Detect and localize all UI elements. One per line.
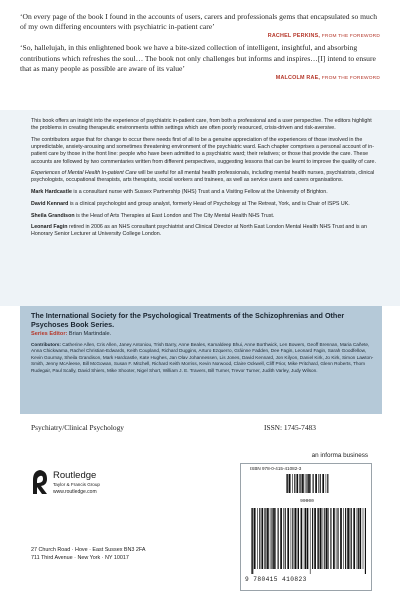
barcode-bar <box>267 508 269 569</box>
barcode-bar <box>336 508 337 569</box>
barcode-bar <box>264 508 265 569</box>
editor-bio-1-text: is a consultant nurse with Sussex Partnership (NHS) Trust and a Visiting Fellow at the University of Brighton. <box>71 189 328 196</box>
address-line-1: 27 Church Road · Hove · East Sussex BN3 2FA <box>31 547 146 553</box>
publisher-name: Routledge <box>53 470 97 481</box>
contributors-names: Catherine Allen, Cris Allen, Janey Antoniou, Trish Barry, Anne Beales, Kamaldeep Bhui, Anne Borthwick, Len Bowers, Geoff Brennan, Maria Cañete, Anna Chickwama, Rachel Christian-Edwards, Keith Coupland, Richard Duggins, Arturo Ezquerro, Gráinne Fadden, Dee Fagin, Leonard Fagin, Sarah Goodfellow, Kevin Gournay, Sheila Grandison, Mark Hardcastle, Kate Hughes, Jan Olav Johannessen, Lis Jones, David Kennard, Jon Kilyon, Daniel Kirk, Jo Kirk, Simon Lawton-Smith, Jenny McAleese, Bill McGowan, Susan F. Mitchell, Richard Keith Morriss, Kevin Norwood, Claire Ockwell, Cliff Prior, Mike Pritchard, Glenn Roberts, Thom Rudegair, Paul Scally, David Shiers, Mike Shooter, Nigel Short, William J. E. Travers, Bill Turner, Trevor Turner, Judith Varley, Judy Wilson. <box>31 342 374 373</box>
barcode-bar <box>350 508 351 569</box>
informa-tagline: an informa business <box>311 452 368 459</box>
barcode-bar <box>353 508 355 569</box>
barcode-bar <box>259 508 260 569</box>
editor-name-4: Leonard Fagin <box>31 224 68 231</box>
barcode-bar <box>327 474 328 493</box>
barcode-bar <box>351 508 352 569</box>
barcode-bar <box>302 474 304 493</box>
barcode-bar <box>315 474 317 493</box>
editor-bio-3-text: is the Head of Arts Therapies at East London and The City Mental Health NHS Trust. <box>74 212 275 219</box>
barcode-bar <box>314 508 316 569</box>
routledge-logo-icon <box>31 468 49 496</box>
editor-bio-1 <box>31 189 377 196</box>
series-editor-name: Brian Martindale. <box>67 331 112 337</box>
contributors-list <box>31 342 377 374</box>
barcode-bar <box>252 508 253 574</box>
barcode-bar <box>305 474 306 493</box>
quote-1-attribution: RACHEL PERKINS, FROM THE FOREWORD <box>267 33 380 40</box>
book-title-inline: Experiences of Mental Health In-patient Care <box>31 170 137 177</box>
barcode-bar <box>308 474 310 493</box>
editor-name-1: Mark Hardcastle <box>31 189 72 196</box>
barcode-bar <box>320 474 321 493</box>
quote-2-name: MALCOLM RAE <box>275 75 319 82</box>
barcode-bar <box>296 474 298 493</box>
barcode-bar <box>343 508 344 569</box>
barcode-bar <box>323 508 324 569</box>
barcode-bar <box>283 508 284 569</box>
barcode-bar <box>287 508 289 569</box>
endorsement-quotes <box>20 12 380 85</box>
barcode-bar <box>312 508 313 569</box>
barcode-bar <box>345 508 346 569</box>
editor-bio-3 <box>31 213 377 220</box>
barcode-bar <box>286 474 287 493</box>
quote-1-name: RACHEL PERKINS <box>267 33 319 40</box>
address-line-2: 711 Third Avenue · New York · NY 10017 <box>31 555 129 562</box>
contributors-label: Contributors: <box>31 342 61 347</box>
description-paragraph-3 <box>31 170 377 184</box>
barcode-bar <box>300 474 301 493</box>
barcode-bar <box>292 474 293 493</box>
barcode-bar <box>301 508 303 569</box>
isbn-label: ISBN 978-0-415-41082-3 <box>250 466 302 471</box>
barcode-bar <box>359 508 361 569</box>
barcode-bar <box>357 508 358 569</box>
quote-2-attribution: MALCOLM RAE, FROM THE FOREWORD <box>275 75 380 82</box>
barcode-bar <box>254 508 256 569</box>
barcode-bar <box>340 508 342 569</box>
barcode-bar <box>257 508 258 569</box>
barcode-bar <box>291 508 292 569</box>
editor-bio-2-text: is a clinical psychologist and group analyst, formerly Head of Psychology at The Retreat, York, and is Chair of ISPS UK. <box>68 200 350 207</box>
barcode-bar <box>317 508 318 569</box>
barcode-bar <box>273 508 275 569</box>
price-barcode <box>285 474 329 498</box>
barcode-bar <box>304 508 305 569</box>
series-editor <box>31 331 377 337</box>
barcode-bar <box>270 508 271 569</box>
barcode-bar <box>251 508 252 574</box>
publisher-logo <box>31 468 151 500</box>
barcode-bar <box>287 474 288 493</box>
barcode-bar <box>365 508 366 574</box>
publisher-address <box>31 546 145 562</box>
barcode-bar <box>318 508 319 569</box>
barcode-bar <box>333 508 335 569</box>
barcode-bar <box>326 508 328 569</box>
barcode-bar <box>324 508 325 569</box>
series-title: The International Society for the Psychological Treatments of the Schizophrenias and Other Psychoses Book Series. <box>31 311 345 329</box>
barcode-bar <box>305 508 306 569</box>
editor-name-2: David Kennard <box>31 200 69 207</box>
barcode-bar <box>280 508 282 569</box>
barcode-bar <box>310 508 311 574</box>
barcode-bar <box>297 508 298 569</box>
editor-name-3: Sheila Grandison <box>31 212 75 219</box>
editor-bio-4-text: retired in 2006 as an NHS consultant psychiatrist and Clinical Director at North East London Mental Health NHS Trust and is an Honorary Senior Lecturer at University College London. <box>31 224 367 238</box>
series-editor-label: Series Editor: <box>31 331 68 337</box>
barcode-bar <box>285 508 286 569</box>
description-paragraph-2: The contributors argue that for change to occur there needs first of all to be a genuine appreciation of the experiences of those involved in the unpredictable, anxiety-arousing and sometimes threatening environment of the psychiatric ward. Each chapter comprises a personal account of in-patient care by those in the front line: people who have been admitted to a psychiatric ward; their relatives; or those that provide the care. These accounts are followed by two commentaries written from different perspectives, suggesting lessons that can be learnt to improve the quality of care. <box>31 136 376 165</box>
barcode-bar <box>330 508 331 569</box>
barcode-bar <box>322 474 324 493</box>
editor-bio-2 <box>31 201 377 208</box>
barcode-bar <box>307 508 309 569</box>
barcode-bar <box>326 474 327 493</box>
publisher-url: www.routledge.com <box>53 489 97 495</box>
barcode-bar <box>313 474 314 493</box>
subject-category: Psychiatry/Clinical Psychology <box>31 423 124 432</box>
quote-1-text: ‘On every page of the book I found in the accounts of users, carers and professionals gems that encapsulated so much of my own differing encounters with psychiatric in-patient care’ <box>20 12 378 32</box>
barcode-bar <box>265 508 266 569</box>
barcode-bar <box>358 508 359 569</box>
barcode-bar <box>275 508 276 569</box>
barcode-bar <box>328 508 329 569</box>
publisher-tagline: Taylor & Francis Group <box>53 482 100 487</box>
book-description <box>31 118 377 243</box>
barcode-bar <box>318 474 319 493</box>
issn: ISSN: 1745-7483 <box>264 423 316 432</box>
description-paragraph-1: This book offers an insight into the experience of psychiatric in-patient care, from both a professional and a user perspective. The editors highlight the problems in creating therapeutic environments within settings which are often poorly resourced, crisis-driven and risk-aversive. <box>31 118 372 132</box>
barcode-bar <box>310 474 311 493</box>
barcode-bar <box>363 508 364 569</box>
barcode-bar <box>261 508 263 569</box>
barcode-bar <box>271 508 272 569</box>
barcode-bar <box>347 508 349 569</box>
barcode-bar <box>292 508 293 569</box>
quote-1-from: FROM THE FOREWORD <box>321 34 380 40</box>
editor-bio-4 <box>31 224 377 238</box>
description-paragraph-3-rest: will be useful for all mental health professionals, including mental health nurses, psychiatrists, clinical psychologists, occupational therapists, arts therapists, social workers and trainees, as well as service users and carers organisations. <box>31 170 375 184</box>
barcode-bar <box>299 474 300 493</box>
barcode-bar <box>320 508 322 569</box>
series-info <box>31 311 377 374</box>
isbn-barcode <box>250 508 368 574</box>
barcode-bar <box>337 508 338 569</box>
barcode-bar <box>294 474 295 493</box>
isbn-barcode-number: 9 780415 410823 <box>245 576 307 583</box>
barcode-bar <box>278 508 279 569</box>
quote-2-from: FROM THE FOREWORD <box>321 76 380 82</box>
barcode-bar <box>298 508 299 569</box>
barcode-bar <box>294 508 296 569</box>
barcode-bar <box>289 474 291 493</box>
price-barcode-number: 90000 <box>300 499 314 504</box>
barcode-bar <box>306 474 307 493</box>
quote-2-text: ‘So, hallelujah, in this enlightened book we have a bite-sized collection of intelligent, insightful, and absorbing contributions which refreshes the soul… The book not only challenges but informs and inspires…[I] intend to ensure that as many people as possible are aware of its value’ <box>20 43 376 73</box>
